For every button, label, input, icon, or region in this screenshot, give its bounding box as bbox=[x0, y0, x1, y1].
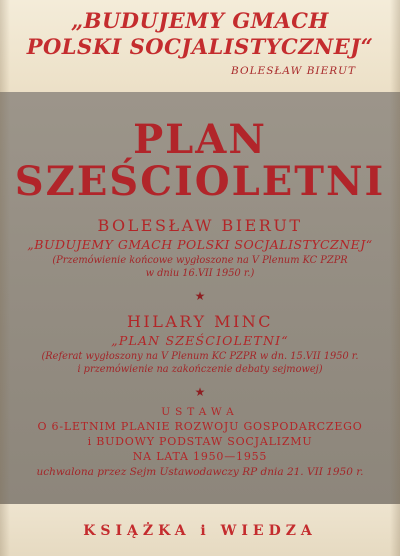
star-separator-2: ★ bbox=[194, 385, 206, 399]
main-title-line2: SZEŚCIOLETNI bbox=[14, 158, 386, 205]
section3-line1: USTAWA bbox=[161, 406, 239, 418]
top-quote-line1: „BUDUJEMY GMACH bbox=[71, 8, 329, 33]
section3-line3: i BUDOWY PODSTAW SOCJALIZMU bbox=[87, 435, 313, 448]
section3-line5: uchwalona przez Sejm Ustawodawczy RP dnia 21. VII 1950 r. bbox=[36, 466, 364, 478]
top-quote-author: BOLESŁAW BIERUT bbox=[231, 65, 356, 77]
section1-note-line2: w dniu 16.VII 1950 r.) bbox=[145, 268, 255, 279]
top-quote-line2: POLSKI SOCJALISTYCZNEJ“ bbox=[26, 34, 374, 59]
main-title-line1: PLAN bbox=[133, 116, 267, 163]
section1-author: BOLESŁAW BIERUT bbox=[97, 216, 303, 235]
section2-note-line2: i przemówienie na zakończenie debaty sejmowej) bbox=[77, 364, 323, 375]
section2-note-line1: (Referat wygłoszony na V Plenum KC PZPR w dn. 15.VII 1950 r. bbox=[41, 351, 359, 362]
section1-note-line1: (Przemówienie końcowe wygłoszone na V Plenum KC PZPR bbox=[52, 255, 348, 266]
section2-title: „PLAN SZEŚCIOLETNI“ bbox=[111, 333, 289, 348]
section3-line4: NA LATA 1950—1955 bbox=[132, 450, 268, 463]
star-separator-1: ★ bbox=[194, 289, 206, 303]
publisher-name: KSIĄŻKA i WIEDZA bbox=[83, 523, 317, 539]
section2-author: HILARY MINC bbox=[126, 312, 274, 331]
section3-line2: O 6-LETNIM PLANIE ROZWOJU GOSPODARCZEGO bbox=[37, 420, 363, 433]
section1-title: „BUDUJEMY GMACH POLSKI SOCJALISTYCZNEJ“ bbox=[27, 237, 373, 252]
